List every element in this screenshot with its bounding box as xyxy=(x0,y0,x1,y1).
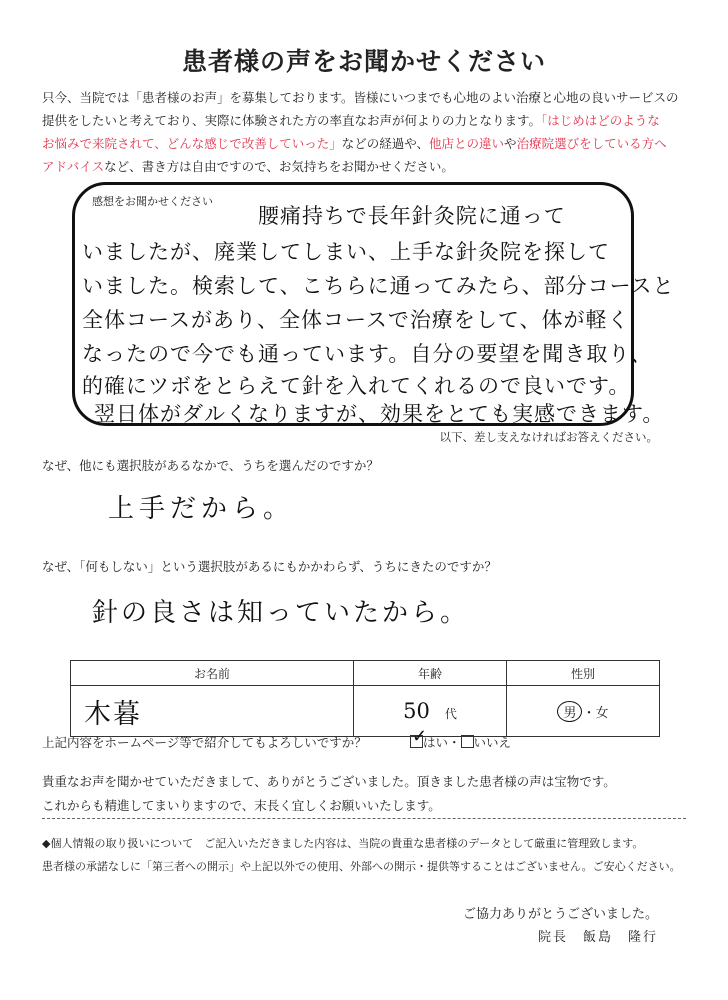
impression-label: 感想をお聞かせください xyxy=(92,195,213,208)
intro-line-4-text: など、書き方は自由ですので、お気持ちをお聞かせください。 xyxy=(104,159,454,174)
intro-line-1: 只今、当院では「患者様のお声」を募集しております。皆様にいつまでも心地のよい治療と心地の良いサービスの xyxy=(42,90,679,105)
intro-line-4 xyxy=(42,155,692,178)
intro-highlight-4: 治療院選びをしている方へ xyxy=(516,136,667,151)
gender-cell xyxy=(507,686,660,737)
signature: 院長 飯島 隆行 xyxy=(537,930,658,945)
intro-text xyxy=(42,86,692,178)
name-cell xyxy=(71,686,354,737)
impression-line-1: 腰痛持ちで長年針灸院に通って xyxy=(258,204,566,228)
impression-line-6: 的確にツボをとらえて針を入れてくれるので良いです。 xyxy=(82,374,631,398)
impression-line-7: 翌日体がダルくなりますが、効果をとても実感できます。 xyxy=(94,402,665,426)
intro-highlight-5: アドバイス xyxy=(42,159,105,174)
divider xyxy=(42,818,686,819)
name-value: 木暮 xyxy=(84,698,142,730)
closing-message xyxy=(42,770,616,818)
impression-line-5: なったので今でも通っています。自分の要望を聞き取り、 xyxy=(82,342,653,366)
intro-highlight-3: 他店との違い xyxy=(429,136,505,151)
thanks-message: ご協力ありがとうございました。 xyxy=(462,907,658,922)
question-2: なぜ、「何もしない」という選択肢があるにもかかわらず、うちにきたのですか？ xyxy=(42,559,497,574)
gender-header: 性別 xyxy=(507,661,660,686)
impression-line-4: 全体コースがあり、全体コースで治療をして、体が軽く xyxy=(82,308,630,332)
gender-separator: ・ xyxy=(582,705,596,721)
closing-line-1: 貴重なお声を聞かせていただきまして、ありがとうございました。頂きました患者様の声は宝物です。 xyxy=(42,774,616,789)
impression-line-3: いました。検索して、こちらに通ってみたら、部分コースと xyxy=(82,274,675,298)
closing-line-2: これからも精進してまいりますので、末長く宜しくお願いいたします。 xyxy=(42,798,441,813)
intro-line-3-text-2: や xyxy=(504,136,517,151)
age-value: 50 xyxy=(403,699,430,723)
intro-line-3 xyxy=(42,132,692,155)
intro-line-2-text: 提供をしたいと考えており、実際に体験された方の率直なお声が何よりの力となります。 xyxy=(42,113,542,128)
respondent-table xyxy=(70,660,660,737)
name-header: お名前 xyxy=(71,661,354,686)
intro-highlight-2: お悩みで来院されて、どんな感じで改善していった」 xyxy=(42,136,342,151)
consent-question: 上記内容をホームページ等で紹介してもよろしいですか？ xyxy=(42,735,367,750)
answer-2: 針の良さは知っていたから。 xyxy=(92,598,470,628)
answer-1: 上手だから。 xyxy=(108,494,295,524)
gender-female: 女 xyxy=(595,705,609,721)
gender-male-circled: 男 xyxy=(557,701,582,722)
intro-line-3-text: などの経過や、 xyxy=(341,136,430,151)
impression-line-2: いましたが、廃業してしまい、上手な針灸院を探して xyxy=(82,240,610,264)
age-cell xyxy=(354,686,507,737)
check-mark-icon: ✓ xyxy=(412,726,428,747)
consent-yes-checkbox[interactable] xyxy=(410,726,428,748)
consent-options xyxy=(410,726,512,751)
privacy-line-2: 患者様の承諾なしに「第三者への開示」や上記以外での使用、外部への開示・提供等することはございません。ご安心ください。 xyxy=(42,860,681,873)
optional-note: 以下、差し支えなければお答えください。 xyxy=(439,430,658,444)
intro-line-2 xyxy=(42,109,692,132)
consent-separator: ・ xyxy=(448,735,461,750)
age-unit: 代 xyxy=(444,707,457,721)
age-header: 年齢 xyxy=(354,661,507,686)
consent-no-label: いいえ xyxy=(473,735,512,750)
consent-no-checkbox[interactable] xyxy=(461,735,474,748)
consent-yes-label: はい xyxy=(423,735,449,750)
intro-highlight-1: 「はじめはどのような xyxy=(541,113,660,128)
privacy-line-1: ◆個人情報の取り扱いについて ご記入いただきました内容は、当院の貴重な患者様のデータとして厳重に管理致します。 xyxy=(42,837,644,850)
question-1: なぜ、他にも選択肢があるなかで、うちを選んだのですか？ xyxy=(42,458,379,473)
page-title: 患者様の声をお聞かせください xyxy=(181,47,546,76)
